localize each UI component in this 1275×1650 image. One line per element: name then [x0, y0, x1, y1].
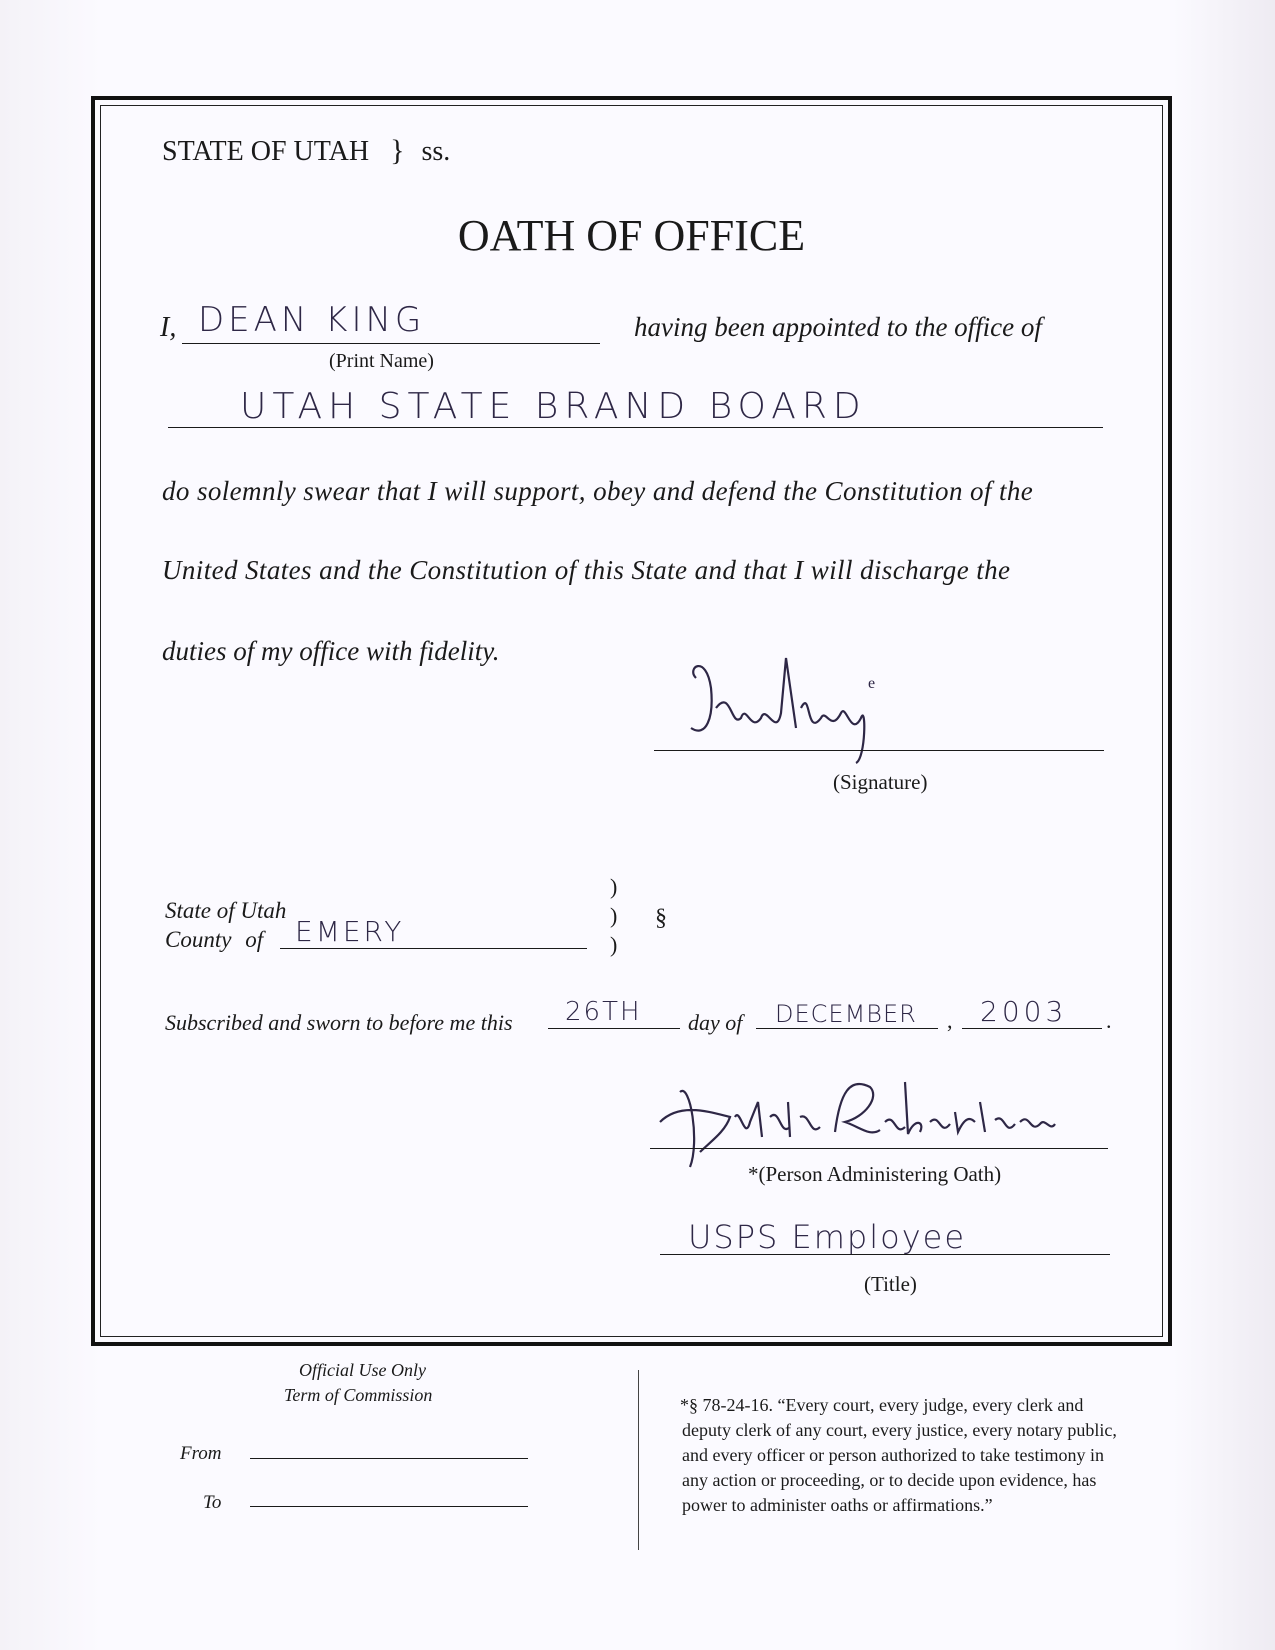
footnote-line-4: any action or proceeding, or to decide upon evidence, has — [682, 1470, 1097, 1490]
county-value: EMERY — [295, 915, 405, 948]
title-value: USPS Employee — [688, 1218, 966, 1256]
to-line[interactable] — [250, 1506, 528, 1507]
signature-mark: e — [868, 675, 876, 692]
term-heading: Term of Commission — [284, 1385, 433, 1405]
paren-2: ) — [610, 903, 618, 928]
ss-label: ss. — [421, 136, 451, 167]
appointed-text: having been appointed to the office of — [634, 312, 1042, 342]
year-line — [962, 1028, 1102, 1029]
office-line — [168, 427, 1103, 428]
from-line[interactable] — [250, 1458, 528, 1459]
month-value: DECEMBER — [775, 1000, 917, 1028]
venue-county-label: County of — [165, 927, 264, 952]
comma: , — [947, 1008, 953, 1033]
footnote-line-1: *§ 78-24-16. “Every court, every judge, every clerk and — [680, 1395, 1084, 1415]
day-value: 26TH — [565, 997, 642, 1027]
state-heading — [162, 134, 450, 168]
footer-divider — [638, 1370, 639, 1550]
administrator-caption: *(Person Administering Oath) — [748, 1162, 1002, 1186]
brace-glyph: } — [390, 134, 405, 167]
oath-line-3: duties of my office with fidelity. — [162, 636, 500, 666]
administrator-signature — [640, 1062, 1060, 1172]
title-caption: (Title) — [864, 1272, 917, 1296]
from-label: From — [180, 1443, 222, 1464]
print-name-value: DEAN KING — [198, 300, 426, 340]
state-label: STATE OF UTAH — [162, 136, 370, 167]
subscribed-prefix: Subscribed and sworn to before me this — [165, 1010, 513, 1035]
title-line — [660, 1254, 1110, 1255]
office-value: UTAH STATE BRAND BOARD — [240, 386, 867, 427]
day-of-label: day of — [688, 1010, 743, 1035]
print-name-caption: (Print Name) — [329, 350, 434, 372]
signature-line — [654, 750, 1104, 751]
oath-line-2: United States and the Constitution of this State and that I will discharge the — [162, 555, 1011, 585]
to-label: To — [203, 1492, 222, 1513]
footnote-line-5: power to administer oaths or affirmations.” — [682, 1495, 993, 1515]
day-line — [548, 1028, 680, 1029]
paren-1: ) — [610, 874, 618, 899]
administrator-line — [650, 1148, 1108, 1149]
venue-state-label: State of Utah — [165, 898, 287, 923]
signature-caption: (Signature) — [833, 770, 928, 794]
month-line — [756, 1028, 938, 1029]
period: . — [1106, 1008, 1112, 1033]
county-line — [280, 948, 587, 949]
section-symbol: § — [655, 905, 667, 931]
document-title: OATH OF OFFICE — [457, 211, 806, 260]
oath-line-1: do solemnly swear that I will support, obey and defend the Constitution of the — [162, 476, 1034, 506]
print-name-line — [182, 343, 600, 344]
official-use-heading: Official Use Only — [299, 1360, 426, 1380]
footnote-line-2: deputy clerk of any court, every justice, every notary public, — [682, 1420, 1117, 1440]
paren-3: ) — [610, 932, 618, 957]
footnote-line-3: and every officer or person authorized to take testimony in — [682, 1445, 1105, 1465]
year-value: 2003 — [980, 995, 1068, 1028]
i-prefix: I, — [160, 312, 177, 343]
